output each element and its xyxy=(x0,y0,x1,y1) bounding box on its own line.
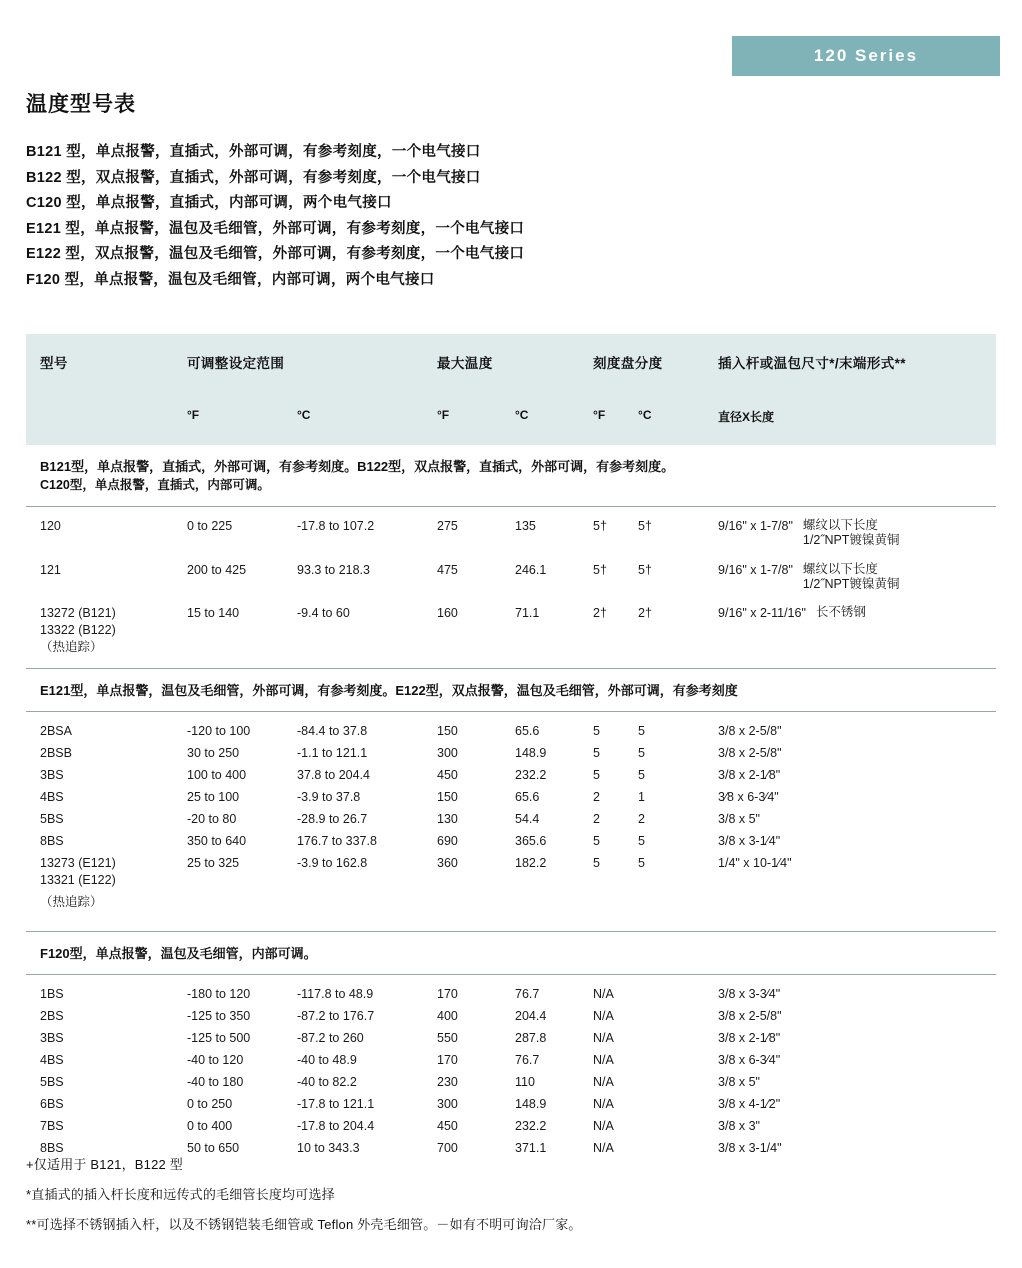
spec-table xyxy=(26,334,996,1168)
spacer-cell xyxy=(26,922,996,932)
cell-div: N/A xyxy=(593,1140,614,1155)
cell-size: 3/8 x 2-5/8" xyxy=(718,1008,782,1023)
table-row xyxy=(26,1005,996,1027)
group-caption-cell xyxy=(26,445,996,507)
table-row xyxy=(26,507,996,551)
cell-div-c: 5 xyxy=(638,723,645,738)
cell-div: N/A xyxy=(593,1030,614,1045)
cell-max-f: 450 xyxy=(437,767,458,782)
cell-size-desc-l2: 1/2˝NPT镀镍黄铜 xyxy=(802,576,900,591)
cell-range-f: 25 to 100 xyxy=(187,789,240,804)
table-row xyxy=(26,830,996,852)
cell-size-desc-l2: 1/2˝NPT镀镍黄铜 xyxy=(802,533,900,547)
cell-range-f: 50 to 650 xyxy=(187,1140,240,1155)
cell-model: 4BS xyxy=(40,1052,64,1067)
cell-div-f: 5† xyxy=(593,562,607,577)
cell-max-c: 135 xyxy=(515,519,536,533)
cell-max-c: 148.9 xyxy=(515,1096,547,1111)
model-description-line: B122 型，双点报警，直插式，外部可调，有参考刻度，一个电气接口 xyxy=(26,169,481,186)
subheader-max-c: °C xyxy=(501,402,579,445)
cell-range-c: -17.8 to 121.1 xyxy=(297,1096,375,1111)
cell-div-f: 2 xyxy=(593,789,600,804)
cell-max-c: 76.7 xyxy=(515,986,540,1001)
cell-div-c: 5 xyxy=(638,745,645,760)
cell-div-c: 5 xyxy=(638,855,645,870)
cell-range-f: -40 to 180 xyxy=(187,1074,244,1089)
cell-size: 3/8 x 2-5/8" xyxy=(718,745,782,760)
cell-size-dim: 9/16" x 1-7/8" xyxy=(718,562,793,577)
cell-range-f: -180 to 120 xyxy=(187,986,251,1001)
cell-range-c: -117.8 to 48.9 xyxy=(297,986,374,1001)
cell-range-c: -3.9 to 37.8 xyxy=(297,789,361,804)
header-stem-bulb-size: 插入杆或温包尺寸*/末端形式** xyxy=(704,334,996,374)
group-caption-cell: F120型，单点报警，温包及毛细管，内部可调。 xyxy=(26,931,996,974)
cell-div-f: 5 xyxy=(593,745,600,760)
cell-range-c: -40 to 48.9 xyxy=(297,1052,357,1067)
cell-range-c: -17.8 to 204.4 xyxy=(297,1118,375,1133)
model-description-line: F120 型，单点报警，温包及毛细管，内部可调，两个电气接口 xyxy=(26,271,435,288)
model-description-line: B121 型，单点报警，直插式，外部可调，有参考刻度，一个电气接口 xyxy=(26,144,481,160)
cell-range-f: 100 to 400 xyxy=(187,767,247,782)
cell-range-c: -3.9 to 162.8 xyxy=(297,855,368,870)
spacer-cell xyxy=(26,374,173,402)
group-caption-line2: C120型，单点报警，直插式，内部可调。 xyxy=(40,478,270,492)
cell-size-desc-l1: 长不锈钢 xyxy=(815,605,866,619)
cell-max-f: 275 xyxy=(437,519,458,533)
cell-max-c: 110 xyxy=(515,1074,535,1089)
cell-div-f: 5† xyxy=(593,519,607,533)
cell-div: N/A xyxy=(593,1096,614,1111)
table-row xyxy=(26,1049,996,1071)
cell-div: N/A xyxy=(593,1052,614,1067)
cell-div: N/A xyxy=(593,1074,614,1089)
cell-div-f: 5 xyxy=(593,833,600,848)
cell-div-c: 5 xyxy=(638,767,645,782)
cell-max-f: 700 xyxy=(437,1140,458,1155)
cell-range-c: 93.3 to 218.3 xyxy=(297,562,370,577)
cell-model: 2BSA xyxy=(40,723,72,738)
cell-max-f: 690 xyxy=(437,833,458,848)
cell-size-desc xyxy=(803,518,900,548)
table-row xyxy=(26,1071,996,1093)
cell-max-f: 450 xyxy=(437,1118,458,1133)
table-row xyxy=(26,711,996,742)
spacer-cell xyxy=(501,374,579,402)
cell-size-desc xyxy=(803,562,900,592)
cell-range-c: -17.8 to 107.2 xyxy=(297,519,375,533)
cell-range-c: 176.7 to 337.8 xyxy=(297,833,377,848)
cell-max-f: 150 xyxy=(437,789,458,804)
cell-range-f: 0 to 250 xyxy=(187,1096,233,1111)
cell-model: 7BS xyxy=(40,1118,64,1133)
table-row xyxy=(26,1093,996,1115)
cell-model xyxy=(26,594,173,659)
cell-size: 3/8 x 3" xyxy=(718,1118,760,1133)
cell-size: 3/8 x 5" xyxy=(718,811,760,826)
cell-div-c: 1 xyxy=(638,789,645,804)
subheader-range-c: °C xyxy=(283,402,423,445)
cell-model: 3BS xyxy=(40,1030,64,1045)
cell-max-c: 182.2 xyxy=(515,855,547,870)
cell-max-f: 130 xyxy=(437,811,458,826)
table-row xyxy=(26,551,996,595)
header-max-temp: 最大温度 xyxy=(423,334,579,374)
subheader-range-f: °F xyxy=(173,402,283,445)
cell-div: N/A xyxy=(593,986,614,1001)
cell-max-f: 300 xyxy=(437,1096,458,1111)
cell-size: 3/8 x 3-1⁄4" xyxy=(718,833,781,848)
series-badge-label: 120 Series xyxy=(813,46,919,65)
cell-model-l1: 13272 (B121) xyxy=(40,606,116,620)
cell-model: 8BS xyxy=(40,1140,64,1155)
cell-max-f: 475 xyxy=(437,562,458,577)
table-row xyxy=(26,594,996,659)
cell-max-c: 148.9 xyxy=(515,745,547,760)
cell-div-f: 5 xyxy=(593,767,600,782)
cell-model-l2: 13322 (B122) xyxy=(40,623,116,637)
cell-model-note: （热追踪） xyxy=(40,894,103,909)
cell-max-f: 170 xyxy=(437,986,458,1001)
cell-size-dim: 9/16" x 1-7/8" xyxy=(718,519,793,533)
cell-size xyxy=(704,594,996,659)
cell-max-f: 300 xyxy=(437,745,458,760)
footnote-single-star: *直插式的插入杆长度和远传式的毛细管长度均可选择 xyxy=(26,1187,335,1202)
cell-max-f: 400 xyxy=(437,1008,458,1023)
cell-div-c: 5† xyxy=(638,562,652,577)
cell-max-c: 232.2 xyxy=(515,767,547,782)
cell-range-c: -1.1 to 121.1 xyxy=(297,745,368,760)
spacer-cell xyxy=(173,374,283,402)
table-row xyxy=(26,742,996,764)
cell-size: 3/8 x 2-1⁄8" xyxy=(718,1030,781,1045)
cell-model: 5BS xyxy=(40,811,64,826)
subheader-div-c: °C xyxy=(624,402,704,445)
cell-div-c: 5† xyxy=(638,519,652,533)
cell-model: 3BS xyxy=(40,767,64,782)
table-row-note xyxy=(26,891,996,922)
cell-range-f: -125 to 500 xyxy=(187,1030,251,1045)
subheader-div-f: °F xyxy=(579,402,624,445)
cell-model-l1: 13273 (E121) xyxy=(40,855,116,870)
cell-model: 121 xyxy=(40,562,61,577)
footnote-dagger: +仅适用于 B121，B122 型 xyxy=(26,1157,183,1172)
cell-size-desc xyxy=(816,605,866,622)
cell-model: 8BS xyxy=(40,833,64,848)
cell-max-c: 232.2 xyxy=(515,1118,547,1133)
cell-model: 5BS xyxy=(40,1074,64,1089)
group-caption-row xyxy=(26,668,996,711)
cell-model xyxy=(26,852,173,891)
series-badge xyxy=(732,36,1000,76)
cell-size xyxy=(704,507,996,551)
cell-size: 3⁄8 x 6-3⁄4" xyxy=(718,789,779,804)
cell-range-c: -87.2 to 260 xyxy=(297,1030,364,1045)
spacer-cell xyxy=(624,374,704,402)
cell-max-f: 150 xyxy=(437,723,458,738)
cell-div-c: 5 xyxy=(638,833,645,848)
cell-max-c: 71.1 xyxy=(515,606,540,620)
header-adjustable-range: 可调整设定范围 xyxy=(173,334,423,374)
table-row xyxy=(26,852,996,891)
cell-size: 1/4" x 10-1⁄4" xyxy=(718,855,792,870)
cell-max-f: 550 xyxy=(437,1030,458,1045)
spacer-cell xyxy=(283,374,423,402)
cell-model: 6BS xyxy=(40,1096,64,1111)
group-caption-cell: E121型，单点报警，温包及毛细管，外部可调，有参考刻度。E122型，双点报警，温包及毛细管，外部可调，有参考刻度 xyxy=(26,668,996,711)
cell-range-f: -120 to 100 xyxy=(187,723,251,738)
cell-range-f: 0 to 225 xyxy=(187,519,233,533)
cell-div-f: 5 xyxy=(593,855,600,870)
cell-range-c: 10 to 343.3 xyxy=(297,1140,360,1155)
spacer-cell xyxy=(704,374,996,402)
cell-range-c: -87.2 to 176.7 xyxy=(297,1008,375,1023)
spacer-cell xyxy=(26,659,996,669)
subheader-blank xyxy=(26,402,173,445)
spacer-cell xyxy=(579,374,624,402)
table-row xyxy=(26,974,996,1005)
cell-size-dim: 9/16" x 2-11/16" xyxy=(718,606,806,620)
cell-size: 3/8 x 5" xyxy=(718,1074,760,1089)
cell-div: N/A xyxy=(593,1008,614,1023)
cell-size-desc-l1: 螺纹以下长度 xyxy=(802,561,878,576)
cell-div-f: 5 xyxy=(593,723,600,738)
cell-max-c: 65.6 xyxy=(515,723,540,738)
cell-model: 4BS xyxy=(40,789,64,804)
group-caption-line1: B121型，单点报警，直插式，外部可调，有参考刻度。B122型，双点报警，直插式，外部可调，有参考刻度。 xyxy=(40,459,675,474)
group-caption-row xyxy=(26,931,996,974)
table-row xyxy=(26,1027,996,1049)
cell-size: 3/8 x 3-3⁄4" xyxy=(718,986,781,1001)
cell-max-f: 230 xyxy=(437,1074,458,1089)
cell-range-c: -9.4 to 60 xyxy=(297,606,350,620)
subheader-diameter-length: 直径X长度 xyxy=(704,402,996,445)
cell-range-c: -84.4 to 37.8 xyxy=(297,723,368,738)
cell-range-f: -20 to 80 xyxy=(187,811,237,826)
cell-max-f: 170 xyxy=(437,1052,458,1067)
cell-range-c: -40 to 82.2 xyxy=(297,1074,357,1089)
cell-div: N/A xyxy=(593,1118,614,1133)
cell-max-c: 76.7 xyxy=(515,1052,540,1067)
cell-max-f: 360 xyxy=(437,855,458,870)
cell-max-f: 160 xyxy=(437,606,458,620)
cell-model: 2BSB xyxy=(40,745,72,760)
header-model: 型号 xyxy=(26,334,173,374)
cell-max-c: 246.1 xyxy=(515,562,547,577)
table-row xyxy=(26,764,996,786)
cell-div-c: 2† xyxy=(638,606,652,620)
model-description-line: E122 型，双点报警，温包及毛细管，外部可调，有参考刻度，一个电气接口 xyxy=(26,246,525,262)
cell-size: 3/8 x 3-1/4" xyxy=(718,1140,782,1155)
cell-max-c: 365.6 xyxy=(515,833,547,848)
model-description-line: C120 型，单点报警，直插式，内部可调，两个电气接口 xyxy=(26,195,392,211)
header-dial-division: 刻度盘分度 xyxy=(579,334,704,374)
table-header-row-sub xyxy=(26,402,996,445)
table-row xyxy=(26,786,996,808)
cell-size-desc-l1: 螺纹以下长度 xyxy=(802,518,878,532)
cell-range-f: 25 to 325 xyxy=(187,855,240,870)
cell-range-f: -40 to 120 xyxy=(187,1052,244,1067)
cell-model-l2: 13321 (E122) xyxy=(40,872,116,887)
group-caption-row xyxy=(26,445,996,507)
cell-size: 3/8 x 6-3⁄4" xyxy=(718,1052,781,1067)
cell-range-c: 37.8 to 204.4 xyxy=(297,767,370,782)
spec-table-container xyxy=(26,334,996,1168)
cell-size: 3/8 x 2-5/8" xyxy=(718,723,782,738)
page-title: 温度型号表 xyxy=(26,93,136,116)
cell-max-c: 54.4 xyxy=(515,811,540,826)
footnote-double-star: **可选择不锈钢插入杆，以及不锈钢铠装毛细管或 Teflon 外壳毛细管。－如有不明可询洽厂家。 xyxy=(26,1217,582,1232)
cell-range-c: -28.9 to 26.7 xyxy=(297,811,368,826)
cell-max-c: 287.8 xyxy=(515,1030,547,1045)
cell-range-f: 30 to 250 xyxy=(187,745,240,760)
cell-size xyxy=(704,551,996,595)
cell-div-f: 2† xyxy=(593,606,607,620)
cell-size: 3/8 x 4-1⁄2" xyxy=(718,1096,781,1111)
table-header-spacer xyxy=(26,374,996,402)
cell-model: 2BS xyxy=(40,1008,64,1023)
row-spacer xyxy=(26,922,996,932)
cell-model-l3: （热追踪） xyxy=(40,640,103,654)
cell-div-f: 2 xyxy=(593,811,600,826)
table-header-row-top xyxy=(26,334,996,374)
footnotes xyxy=(26,1150,966,1240)
cell-range-f: 350 to 640 xyxy=(187,833,247,848)
subheader-max-f: °F xyxy=(423,402,501,445)
model-description-list xyxy=(26,140,826,293)
model-description-line: E121 型，单点报警，温包及毛细管，外部可调，有参考刻度，一个电气接口 xyxy=(26,220,525,237)
cell-range-f: 15 to 140 xyxy=(187,606,240,620)
cell-size: 3/8 x 2-1⁄8" xyxy=(718,767,781,782)
spacer-cell xyxy=(423,374,501,402)
cell-max-c: 204.4 xyxy=(515,1008,547,1023)
table-row xyxy=(26,808,996,830)
cell-max-c: 371.1 xyxy=(515,1140,547,1155)
cell-range-f: 200 to 425 xyxy=(187,562,247,577)
cell-range-f: -125 to 350 xyxy=(187,1008,251,1023)
row-spacer xyxy=(26,659,996,669)
cell-model: 1BS xyxy=(40,986,64,1001)
cell-model: 120 xyxy=(40,519,61,533)
cell-range-f: 0 to 400 xyxy=(187,1118,233,1133)
cell-max-c: 65.6 xyxy=(515,789,540,804)
table-row xyxy=(26,1115,996,1137)
cell-div-c: 2 xyxy=(638,811,645,826)
